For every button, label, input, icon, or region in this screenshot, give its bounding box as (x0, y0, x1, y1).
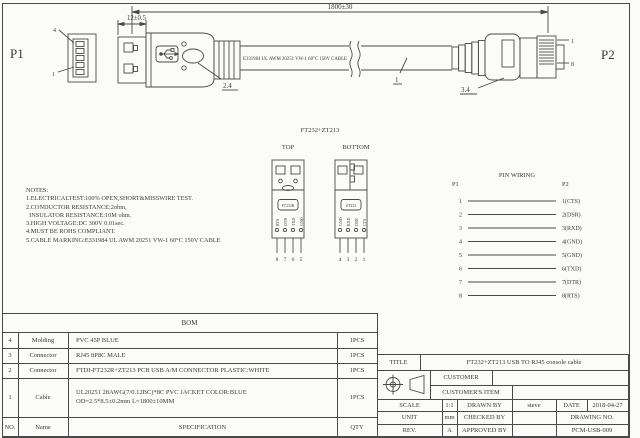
bom-footer-no: NO. (4, 423, 16, 431)
customers-item-value (512, 385, 628, 399)
bom-row-spec: RJ45 8P8C MALE (76, 352, 126, 359)
bottom-chip-label: ZT213 (345, 204, 357, 208)
date-label: DATE (563, 401, 580, 409)
bom-row-spec (68, 378, 337, 417)
pcb-top-label: TOP (281, 144, 295, 151)
p1-pin1-label: 1 (52, 72, 55, 78)
drawn-by-value: steve (527, 401, 541, 409)
wiring-p2-1: 1(CTS) (562, 199, 580, 205)
notes-block (26, 187, 251, 245)
top-pin-number-6: 6 (291, 257, 295, 263)
scale-value: 1:1 (445, 401, 454, 409)
wiring-p2-5: 5(GND) (562, 253, 582, 259)
customer-label: CUSTOMER (443, 374, 479, 381)
bom-row-name: Cable (35, 394, 51, 401)
bom-row-name: Molding (31, 336, 55, 344)
p2-label: P2 (601, 47, 615, 62)
scale-label: SCALE (399, 401, 420, 409)
bom-row-qty: 1PCS (349, 394, 365, 401)
note-line: 4.MUST BE ROHS COMPLIANT. (26, 228, 116, 236)
bom-row-qty: 1PCS (349, 367, 365, 374)
usb-shell (118, 37, 146, 83)
top-chip-label: FT232R (281, 204, 295, 208)
approved-by-label: APPROVED BY (462, 426, 507, 434)
top-pin-gnd: GND (299, 217, 304, 226)
pcb-title: FT232+ZT213 (300, 127, 340, 134)
title-label: TITLE (389, 358, 408, 366)
bom-row-name: Connector (29, 367, 57, 374)
wiring-p1-8: 8 (459, 293, 462, 300)
top-pin-rts: RTS (275, 218, 280, 226)
bottom-pin-number-3: 3 (346, 257, 350, 263)
unit-value: mm (444, 414, 455, 421)
wiring-p2-4: 4(GND) (562, 239, 582, 246)
top-pin-txd: TXD (291, 217, 296, 226)
wiring-p1-6: 6 (459, 266, 462, 273)
bottom-pin-dsr: DSR (354, 218, 359, 226)
approved-by-value (512, 424, 556, 436)
pcb-bottom-label: BOTTOM (342, 144, 370, 151)
top-pin-dtr: DTR (283, 218, 288, 226)
pin-wiring-p2-header: P2 (562, 181, 569, 188)
bom-footer-name: Name (35, 423, 51, 431)
drawing-no-label: DRAWING NO. (570, 414, 614, 421)
usb-trident-icon (160, 49, 178, 60)
title-value: FT232+ZT213 USB TO RJ45 console cable (466, 358, 582, 366)
top-pin-number-5: 5 (299, 257, 303, 263)
wiring-p1-1: 1 (459, 199, 462, 205)
bom-row-no: 1 (8, 394, 12, 401)
pin-wiring-p1-header: P1 (452, 181, 459, 188)
note-line: INSULATOR RESISTANCE:10M ohm. (26, 211, 132, 219)
bottom-pin-cts: CTS (362, 218, 367, 226)
projection-symbol-icon (377, 370, 430, 399)
note-line: 3.HIGH VOLTAGE:DC 300V 0.01sec. (26, 220, 125, 228)
bom-title: BOM (181, 318, 198, 327)
dim-shell-text: 12±0.5 (127, 15, 147, 22)
bom-footer-qty: QTY (350, 423, 364, 431)
top-pin-number-8: 8 (275, 257, 279, 263)
customer-value (492, 370, 628, 385)
bom-row-no: 4 (8, 336, 12, 344)
note-line: 1.ELECTRICALTEST:100% OPEN,SHORT&MISSWIRE TEST. (26, 195, 193, 203)
dim-overall-length-text: 1800±30 (327, 3, 353, 11)
rj45-pin1-label: 1 (571, 39, 574, 45)
projection-symbol-cell (377, 370, 430, 399)
wiring-p2-8: 8(RTS) (562, 293, 580, 300)
customers-item-label: CUSTOMER'S ITEM (442, 388, 500, 396)
bottom-pin-number-1: 1 (362, 257, 366, 263)
rj45-connector (485, 34, 569, 80)
usb-front-view (58, 30, 96, 82)
rev-value: A (447, 426, 452, 434)
bom-spec-line-1: UL20251 28AWG(7/0.12BC)*8C PVC JACKET COLOR:BLUE (76, 389, 247, 396)
p1-label: P1 (10, 46, 24, 61)
wiring-p1-7: 7 (459, 280, 462, 286)
bom-row-no: 2 (8, 367, 12, 374)
bom-row-name: Connector (29, 352, 57, 359)
rev-label: REV. (402, 426, 417, 434)
unit-label: UNIT (401, 414, 418, 421)
checked-by-label: CHECKED BY (463, 414, 506, 421)
bom-row-spec: FTDI-FT232R+ZT213 PCB USB A/M CONNECTOR PLASTIC:WHITE (76, 367, 270, 374)
wiring-p2-6: 6(TXD) (562, 266, 582, 273)
bottom-pin-rxd: RXD (346, 217, 351, 226)
callout-3-4: 3.4 (461, 86, 470, 94)
usb-strain-relief (214, 41, 240, 79)
wiring-p2-3: 3(RXD) (562, 226, 582, 232)
rj45-pin8-label: 8 (571, 62, 574, 68)
bom-row-qty: 1PCS (349, 336, 365, 344)
pin-wiring-lines (468, 201, 556, 296)
wiring-p1-5: 5 (459, 253, 462, 259)
bottom-pin-number-4: 4 (338, 257, 342, 263)
pin-wiring-title: PIN WIRING (498, 172, 536, 179)
bottom-pin-gnd: GND (338, 217, 343, 226)
bom-footer-spec: SPECIFICATION (178, 423, 227, 431)
wiring-p2-7: 7(DTR) (562, 280, 581, 286)
cable-marking-text: E331984 UL AWM 20251 VW-1 60°C 150V CABLE (243, 57, 347, 62)
callout-1: 1 (395, 76, 399, 84)
wiring-p1-2: 2 (459, 212, 462, 219)
callout-2-4: 2.4 (223, 82, 232, 90)
note-line: 2.CONDUCTOR RESISTANCE:2ohm, (26, 203, 127, 211)
wiring-p2-2: 2(DSR) (562, 212, 581, 219)
note-line: 5.CABLE MARKING:E331984 UL AWM 20251 VW-1 60°C 150V CABLE (26, 236, 221, 244)
bom-row-no: 3 (8, 352, 12, 359)
bom-spec-line-2: OD=2.5*8.5±0.2mm L=1800±10MM (76, 397, 175, 405)
notes-title: NOTES: (26, 187, 49, 194)
checked-by-value (512, 411, 556, 424)
bottom-pin-number-2: 2 (354, 257, 358, 263)
usb-molding (146, 33, 214, 87)
drawing-no-value: PCM-USB-009 (571, 426, 613, 434)
wiring-p1-4: 4 (459, 239, 462, 246)
drawn-by-label: DRAWN BY (467, 401, 502, 409)
wiring-p1-3: 3 (459, 226, 462, 232)
date-value: 2018-04-27 (592, 401, 623, 409)
rj45-strain-relief (452, 41, 485, 76)
top-pin-number-7: 7 (283, 257, 287, 263)
p1-pin4-label: 4 (53, 28, 56, 34)
bom-row-spec: PVC 45P BLUE (76, 336, 119, 344)
bom-row-qty: 1PCS (349, 352, 365, 359)
